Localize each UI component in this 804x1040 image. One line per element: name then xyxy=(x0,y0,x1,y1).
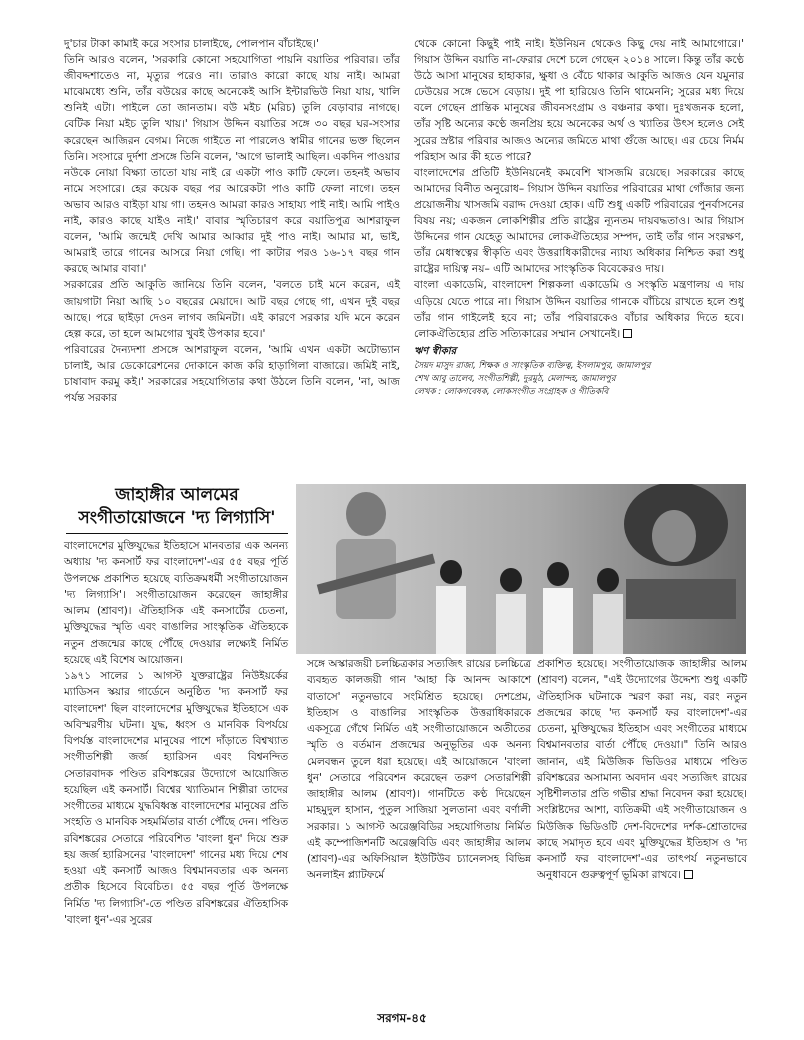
article-paragraph xyxy=(537,656,747,884)
body-paragraph: তিনি আরও বলেন, 'সরকারি কোনো সহযোগিতা পায়নি বয়াতির পরিবার। তাঁর জীবদ্দশাতেও না, মৃত্যুর পরেও না। তারাও কারো কাছে যায় নাই। আমরা মাঝেমধ্যে শুনি, তাঁর বউয়ের কাছে অনেকেই আসি ইন্টারভিউ নিয়া যায়, খালি শুনিই এটা। পাইলে তো জানতাম। বউ মইচ (মরিচ) তুলি বেড়াবার নাগছে। বেটিক নিয়া মইচ তুলি খায়।' গিয়াস উদ্দিন বয়াতির সঙ্গে ৩০ বছর ঘর-সংসার করেছেন আজিরন বেগম। নিজে গাইতে না পারলেও স্বামীর গানের ভক্ত ছিলেন তিনি। সংসারে দুর্দশা প্রসঙ্গে তিনি বলেন, 'আগে ভালাই আছিল। একদিন পাওয়ার নউকে নোয়া বিক্ষ্যা তাতো যায় নাই রে একটা পাও কাটি ফেলে। তহনই অভাব নামে সংসারে। হের কয়েক বছর পর আরেকটা পাও কাটি ফেলা নাগে। তহন অভাব আরও বাইড়া যায় গা। তহনও আমরা কারও সাহায্য পাই নাই। আমি পাইও নাই, কারও কাছে যাইও নাই।' বাবার স্মৃতিচারণ করে বয়াতিপুত্র আশরাফুল বলেন, 'আমি জন্মেই দেখি আমার আব্বার দুই পাও নাই। আমার মা, ভাই, আমরাই তারে গানের আসরে নিয়া গেছি। পা কাটার পরও ১৬-১৭ বছর গান করছে আমার বাবা।' xyxy=(64,54,400,276)
article-paragraph: সঙ্গে অস্কারজয়ী চলচ্চিত্রকার সত্যজিৎ রায়ের চলচ্চিত্রে ব্যবহৃত কালজয়ী গান 'আহা কি আনন্দ আকাশে বাতাসে' নতুনভাবে সংমিশ্রিত হয়েছে। দেশপ্রেম, ইতিহাস ও বাঙালির সাংস্কৃতিক উত্তরাধিকারকে একসূত্রে গেঁথে নির্মিত এই সংগীতায়োজনে অতীতের স্মৃতি ও বর্তমান প্রজন্মের অনুভূতির এক অনন্য মেলবন্ধন তুলে ধরা হয়েছে। এই আয়োজনে 'বাংলা ধুন' সেতারে পরিবেশন করেছেন তরুণ সেতারশিল্পী জাহাঙ্গীর আলম (শ্রাবণ)। গানটিতে কণ্ঠ দিয়েছেন মাহমুদুল হাসান, পুতুল সাজিয়া সুলতানা এবং বর্ণালী সরকার। ১ আগস্ট অরেঞ্জবিডির সহযোগিতায় নির্মিত এই কম্পোজিশনটি অরেঞ্জবিডি এবং জাহাঙ্গীর আলম (শ্রাবণ)-এর অফিসিয়াল ইউটিউব চ্যানেলসহ বিভিন্ন অনলাইন প্ল্যাটফর্মে xyxy=(307,658,531,882)
musicians-photo-illustration xyxy=(296,484,746,654)
top-right-column xyxy=(414,36,744,399)
closing-text: বাংলা একাডেমি, বাংলাদেশ শিল্পকলা একাডেমি ও সংস্কৃতি মন্ত্রণালয় এ দায় এড়িয়ে যেতে পারে না। গিয়াস উদ্দিন বয়াতির গানকে বাঁচিয়ে রাখতে হলে শুধু তাঁর গান গাইলেই হবে না; তাঁর পরিবারকেও বাঁচার অধিকার দিতে হবে। লোকঐতিহ্যের প্রতি সত্যিকারের সম্মান সেখানেই। xyxy=(414,279,744,340)
end-of-article-mark xyxy=(684,870,693,879)
body-paragraph: সরকারের প্রতি আকুতি জানিয়ে তিনি বলেন, 'বলতে চাই মনে করেন, এই জায়গাটা নিয়া আছি ১০ বছরের মেয়াদে। আট বছর গেছে গা, এখন দুই বছর আছে। পরে ছাইড়া দেওন লাগব জমিনটা। এই কারণে সরকার যদি মনে করেন হেল্প করে, তা হলে আমগোর খুবই উপকার হবে।' xyxy=(64,279,400,340)
closing-text: প্রকাশিত হয়েছে। সংগীতায়োজক জাহাঙ্গীর আলম (শ্রাবণ) বলেন, "এই উদ্যোগের উদ্দেশ্য শুধু একটি ঐতিহাসিক ঘটনাকে স্মরণ করা নয়, বরং নতুন প্রজন্মের কাছে 'দ্য কনসার্ট ফর বাংলাদেশ'-এর চেতনা, মুক্তিযুদ্ধের ইতিহাস এবং সংগীতের মাধ্যমে বিশ্বমানবতার বার্তা পৌঁছে দেওয়া।" তিনি আরও জানান, এই মিউজিক ভিডিওর মাধ্যমে পণ্ডিত রবিশঙ্করের অসামান্য অবদান এবং সত্যজিৎ রায়ের সৃষ্টিশীলতার প্রতি গভীর শ্রদ্ধা নিবেদন করা হয়েছে। সংশ্লিষ্টদের আশা, ব্যতিক্রমী এই সংগীতায়োজন ও মিউজিক ভিডিওটি দেশ-বিদেশের দর্শক-শ্রোতাদের কাছে সমাদৃত হবে এবং মুক্তিযুদ্ধের ইতিহাস ও 'দ্য কনসার্ট ফর বাংলাদেশ'-এর তাৎপর্য নতুনভাবে অনুধাবনে গুরুত্বপূর্ণ ভূমিকা রাখবে। xyxy=(537,658,747,882)
article-headline xyxy=(66,484,288,530)
article-photo xyxy=(296,484,746,654)
headline-line: জাহাঙ্গীর আলমের xyxy=(115,485,239,505)
article-paragraph: বাংলাদেশের মুক্তিযুদ্ধের ইতিহাসে মানবতার এক অনন্য অধ্যায় 'দ্য কনসার্ট ফর বাংলাদেশ'-এর ৫৫ বছর পূর্তি উপলক্ষে প্রকাশিত হয়েছে ব্যতিক্রমধর্মী সংগীতায়োজন 'দ্য লিগ্যাসি'। সংগীতায়োজন করেছেন জাহাঙ্গীর আলম (শ্রাবণ)। ঐতিহাসিক এই কনসার্টের চেতনা, মুক্তিযুদ্ধের স্মৃতি এবং বাঙালির সাংস্কৃতিক ঐতিহ্যকে নতুন প্রজন্মের কাছে পৌঁছে দেওয়ার লক্ষ্যেই নির্মিত হয়েছে এই বিশেষ আয়োজন। xyxy=(64,540,288,666)
article-left-column xyxy=(64,538,288,928)
credit-line: শেখ আবু তালেব, সংগীতশিল্পী, দুরমুঠ, মেলান্দহ, জামালপুর xyxy=(414,373,616,384)
body-paragraph: বাংলাদেশের প্রতিটি ইউনিয়নেই কমবেশি খাসজমি রয়েছে। সরকারের কাছে আমাদের বিনীত অনুরোধ– গিয়াস উদ্দিন বয়াতির পরিবারের মাথা গোঁজার জন্য প্রয়োজনীয় খাসজমি বরাদ্দ দেওয়া হোক। এটি শুধু একটি পরিবারের পুনর্বাসনের বিষয় নয়; একজন লোকশিল্পীর প্রতি রাষ্ট্রের ন্যূনতম দায়বদ্ধতাও। আর গিয়াস উদ্দিনের গান যেহেতু আমাদের লোকঐতিহ্যের সম্পদ, তাই তাঁর গান সংরক্ষণ, তাঁর মেধাস্বত্বের স্বীকৃতি এবং উত্তরাধিকারীদের ন্যায্য অধিকার নিশ্চিত করা শুধু রাষ্ট্রের দায়িত্ব নয়– এটি আমাদের সাংস্কৃতিক বিবেকেরও দায়। xyxy=(414,166,744,276)
article-middle-column xyxy=(307,656,531,884)
body-paragraph xyxy=(414,277,744,341)
author-note: লেখক : লোকগবেষক, লোকসংগীত সংগ্রাহক ও গীতিকবি xyxy=(414,386,609,397)
headline-line: সংগীতায়োজনে 'দ্য লিগ্যাসি' xyxy=(78,508,276,528)
page-number: সরগম-৪৫ xyxy=(377,1011,427,1025)
body-paragraph: থেকে কোনো কিছুই পাই নাই। ইউনিয়ন থেকেও কিছু দেয় নাই আমাগোরে।' গিয়াস উদ্দিন বয়াতি না-ফেরার দেশে চলে গেছেন ২০১৪ সালে। কিন্তু তাঁর কণ্ঠে উঠে আসা মানুষের হাহাকার, ক্ষুধা ও বেঁচে থাকার আকুতি আজও যেন যমুনার ঢেউয়ের সঙ্গে ভেসে বেড়ায়। দুই পা হারিয়েও তিনি থামেননি; সুরের মধ্য দিয়ে বলে গেছেন প্রান্তিক মানুষের জীবনসংগ্রাম ও বঞ্চনার কথা। দুঃখজনক হলো, তাঁর সৃষ্টি অন্যের কণ্ঠে জনপ্রিয় হয়ে অনেকের অর্থ ও খ্যাতির উৎস হলেও সেই সুরের স্রষ্টার পরিবার আজও অন্যের জমিতে মাথা গুঁজে আছে। এর চেয়ে নির্মম পরিহাস আর কী হতে পারে? xyxy=(414,38,744,163)
credit-line: সৈয়দ মাসুদ রাজা, শিক্ষক ও সাংস্কৃতিক ব্যক্তিত্ব, ইসলামপুর, জামালপুর xyxy=(414,360,651,371)
end-of-article-mark xyxy=(623,329,632,338)
article-paragraph: ১৯৭১ সালের ১ আগস্ট যুক্তরাষ্ট্রের নিউইয়র্কের ম্যাডিসন স্কয়ার গার্ডেনে অনুষ্ঠিত 'দ্য কনসার্ট ফর বাংলাদেশ' ছিল বাংলাদেশের মুক্তিযুদ্ধের ইতিহাসে এক অবিস্মরণীয় ঘটনা। যুদ্ধ, ধ্বংস ও মানবিক বিপর্যয়ে বিপর্যস্ত বাংলাদেশের মানুষের পাশে দাঁড়াতে বিশ্বখ্যাত সংগীতশিল্পী জর্জ হ্যারিসন এবং বিশ্বনন্দিত সেতারবাদক পণ্ডিত রবিশঙ্করের উদ্যোগে আয়োজিত হয়েছিল এই কনসার্ট। বিশ্বের খ্যাতিমান শিল্পীরা তাদের সংগীতের মাধ্যমে যুদ্ধবিধ্বস্ত বাংলাদেশের মানুষের প্রতি সংহতি ও মানবিক সহমর্মিতার বার্তা পৌঁছে দেন। পণ্ডিত রবিশঙ্করের সেতারে পরিবেশিত 'বাংলা ধুন' দিয়ে শুরু হয় জর্জ হ্যারিসনের 'বাংলাদেশ' গানের মধ্য দিয়ে শেষ হওয়া এই কনসার্ট আজও বিশ্বমানবতার এক অনন্য প্রতীক হিসেবে বিবেচিত। ৫৫ বছর পূর্তি উপলক্ষে নির্মিত 'দ্য লিগ্যাসি'-তে পণ্ডিত রবিশঙ্করের ঐতিহাসিক 'বাংলা ধুন'-এর সুরের xyxy=(64,670,288,926)
article-right-column xyxy=(537,656,747,884)
credits-heading: ঋণ স্বীকার xyxy=(414,345,457,357)
top-left-column xyxy=(64,36,400,406)
body-paragraph: পরিবারের দৈন্যদশা প্রসঙ্গে আশরাফুল বলেন, 'আমি এখন একটা অটোভ্যান চালাই, আর ডেকোরেশনের দোকানে কাজ করি হাড়াগিলা বাজারে। জমিই নাই, চাষাবাদ করমু কই।' সরকারের সহযোগিতার কথা উঠলে তিনি বলেন, 'না, আজ পর্যন্ত সরকার xyxy=(64,343,400,405)
body-paragraph: দু'চার টাকা কামাই করে সংসার চালাইছে, পোলপান বাঁচাইছে।' xyxy=(64,38,319,50)
headline-divider xyxy=(66,533,288,534)
